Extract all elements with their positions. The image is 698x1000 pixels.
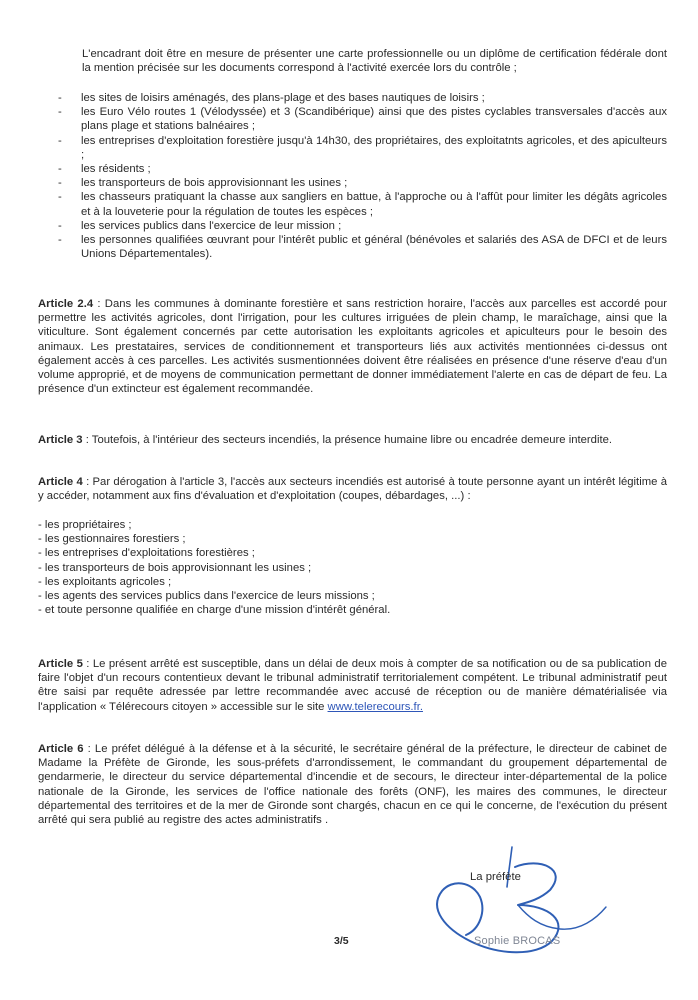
list-item: - les agents des services publics dans l'exercice de leurs missions ; — [38, 590, 375, 603]
list-item: - les personnes qualifiées œuvrant pour l'intérêt public et général (bénévoles et salariés des ASA de DFCI et de leurs Unions Départementales). — [55, 233, 667, 261]
article-3 — [38, 433, 667, 447]
article-text: : Par dérogation à l'article 3, l'accès aux secteurs incendiés est autorisé à toute personne ayant un intérêt légitime à y accéder, notamment aux fins d'évaluation et d'exploitation (coupes, débardages, ...) : — [38, 476, 667, 503]
article-6 — [38, 742, 667, 827]
article-4 — [38, 475, 667, 503]
article-4-list — [38, 518, 667, 617]
list-item: - les résidents ; — [55, 162, 667, 176]
list-item: - les transporteurs de bois approvisionnant les usines ; — [55, 176, 667, 190]
list-item: - les entreprises d'exploitation forestière jusqu'à 14h30, des propriétaires, des exploitatnts agricoles, et des apiculteurs ; — [55, 134, 667, 162]
list-item: - les services publics dans l'exercice de leur mission ; — [55, 219, 667, 233]
article-label: Article 6 — [38, 743, 84, 755]
article-label: Article 2.4 — [38, 298, 94, 310]
continuation-paragraph: L'encadrant doit être en mesure de présenter une carte professionnelle ou un diplôme de certification fédérale dont la mention précisée sur les documents correspond à l'activité exercée lors du contrôle ; — [82, 48, 667, 75]
article-label: Article 4 — [38, 476, 83, 488]
article-text: : Toutefois, à l'intérieur des secteurs incendiés, la présence humaine libre ou encadrée demeure interdite. — [82, 434, 613, 446]
access-exemption-list — [55, 91, 667, 261]
telerecours-link[interactable]: www.telerecours.fr. — [327, 700, 423, 713]
article-text: : Dans les communes à dominante forestière et sans restriction horaire, l'accès aux parcelles est accordé pour permettre les activités agricoles, dont l'irrigation, pour les cultures irriguées de plein champ, le maraîchage, ainsi que la viticulture. Sont également concernés par cette autorisation les exploitants agricoles et apiculteurs pour le besoin des animaux. Les prestataires, services de conditionnement et transporteurs liés aux activités mentionnées ci-dessus ont également accès à ces parcelles. Les activités susmentionnées doivent être réalisées en présence d'une réserve d'eau d'un volume approprié, et de moyens de communication permettant de donner immédiatement l'alerte en cas de départ de feu. La présence d'un extincteur est également recommandée. — [38, 298, 667, 396]
article-label: Article 5 — [38, 658, 83, 670]
list-item: - et toute personne qualifiée en charge d'une mission d'intérêt général. — [38, 604, 391, 617]
signatory-title: La préfète — [470, 871, 521, 883]
list-item: - les Euro Vélo routes 1 (Vélodyssée) et 3 (Scandibérique) ainsi que des pistes cyclables transversales d'accès aux plans plage et stations balnéaires ; — [55, 105, 667, 133]
list-item: - les transporteurs de bois approvisionnant les usines ; — [38, 561, 312, 574]
list-item: - les exploitants agricoles ; — [38, 575, 172, 588]
article-text: : Le préfet délégué à la défense et à la sécurité, le secrétaire général de la préfecture, le directeur de cabinet de Madame la Préfète de Gironde, les sous-préfets d'arrondissement, le commandant du groupement départemental de gendarmerie, le directeur du service départemental d'incendie et de secours, le directeur inter-départemental de la police nationale de la Gironde, les services de l'office nationale des forêts (ONF), les maires des communes, le directeur départemental des territoires et de la mer de Gironde sont chargés, chacun en ce qui le concerne, de l'exécution du présent arrêté qui sera publié au registre des actes administratifs . — [38, 743, 667, 827]
page-number: 3/5 — [334, 935, 349, 947]
list-item: - les gestionnaires forestiers ; — [38, 533, 186, 546]
article-label: Article 3 — [38, 434, 83, 446]
article-5 — [38, 657, 667, 714]
signatory-name: Sophie BROCAS — [474, 935, 561, 947]
list-item: - les entreprises d'exploitations forestières ; — [38, 547, 255, 560]
article-text: : Le présent arrêté est susceptible, dans un délai de deux mois à compter de sa notification ou de sa publication de faire l'objet d'un recours contentieux devant le tribunal administratif territorialement compétent. Le tribunal administratif peut être saisi par requête adressée par lettre recommandée avec accusé de réception ou de manière dématérialisée via l'application « Télérecours citoyen » accessible sur le site — [38, 658, 667, 713]
list-item: - les chasseurs pratiquant la chasse aux sangliers en battue, à l'approche ou à l'affût pour limiter les dégâts agricoles et à la louveterie pour la régulation de toutes les espèces ; — [55, 190, 667, 218]
article-2-4 — [38, 297, 667, 396]
list-item: - les propriétaires ; — [38, 519, 132, 531]
list-item: - les sites de loisirs aménagés, des plans-plage et des bases nautiques de loisirs ; — [55, 91, 667, 105]
